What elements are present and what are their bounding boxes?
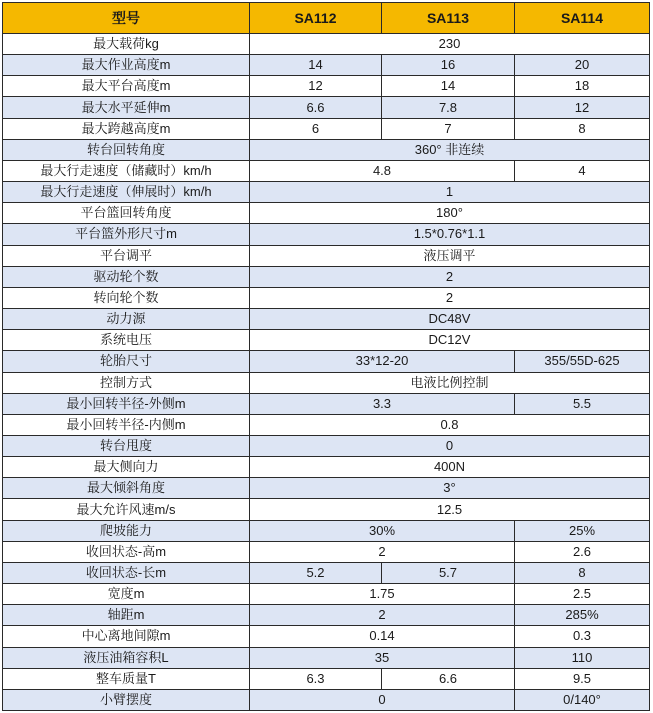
row-label: 转向轮个数 [3,287,250,308]
value-cell: 230 [250,34,650,55]
row-label: 最大跨越高度m [3,118,250,139]
table-row [3,541,650,562]
header-model-sa112: SA112 [250,3,382,34]
row-label: 宽度m [3,584,250,605]
value-cell: 20 [515,55,650,76]
table-row [3,605,650,626]
table-row [3,139,650,160]
table-row [3,562,650,583]
row-label: 驱动轮个数 [3,266,250,287]
table-row [3,76,650,97]
value-cell: 6.6 [250,97,382,118]
value-cell: 2.6 [515,541,650,562]
table-row [3,435,650,456]
table-row [3,689,650,710]
row-label: 动力源 [3,309,250,330]
row-label: 最大侧向力 [3,457,250,478]
table-row [3,478,650,499]
table-row [3,647,650,668]
value-cell: 1.5*0.76*1.1 [250,224,650,245]
row-label: 最大作业高度m [3,55,250,76]
table-row [3,668,650,689]
value-cell: 0/140° [515,689,650,710]
value-cell: 1 [250,182,650,203]
value-cell: 4 [515,160,650,181]
table-row [3,626,650,647]
row-label: 控制方式 [3,372,250,393]
table-row [3,584,650,605]
value-cell: 12 [250,76,382,97]
value-cell: 0.8 [250,414,650,435]
table-row [3,266,650,287]
value-cell: 110 [515,647,650,668]
row-label: 最小回转半径-外侧m [3,393,250,414]
row-label: 中心离地间隙m [3,626,250,647]
value-cell: 3.3 [250,393,515,414]
table-row [3,203,650,224]
row-label: 最大倾斜角度 [3,478,250,499]
row-label: 收回状态-长m [3,562,250,583]
value-cell: 2 [250,266,650,287]
row-label: 转台回转角度 [3,139,250,160]
table-row [3,351,650,372]
value-cell: 6.6 [382,668,515,689]
value-cell: 33*12-20 [250,351,515,372]
table-row [3,182,650,203]
value-cell: 2 [250,605,515,626]
value-cell: 7.8 [382,97,515,118]
value-cell: 285% [515,605,650,626]
row-label: 最大水平延伸m [3,97,250,118]
value-cell: 14 [250,55,382,76]
header-row [3,3,650,34]
row-label: 平台篮外形尺寸m [3,224,250,245]
table-row [3,97,650,118]
value-cell: DC48V [250,309,650,330]
header-label-cell: 型号 [3,3,250,34]
value-cell: 8 [515,562,650,583]
table-row [3,309,650,330]
row-label: 最大行走速度（储藏时）km/h [3,160,250,181]
row-label: 整车质量T [3,668,250,689]
table-row [3,224,650,245]
value-cell: 2 [250,541,515,562]
value-cell: 电液比例控制 [250,372,650,393]
value-cell: 360° 非连续 [250,139,650,160]
value-cell: 12.5 [250,499,650,520]
value-cell: 180° [250,203,650,224]
table-row [3,393,650,414]
value-cell: 400N [250,457,650,478]
value-cell: 2.5 [515,584,650,605]
header-model-sa113: SA113 [382,3,515,34]
table-row [3,414,650,435]
value-cell: 6.3 [250,668,382,689]
value-cell: 6 [250,118,382,139]
value-cell: 12 [515,97,650,118]
value-cell: 25% [515,520,650,541]
table-row [3,245,650,266]
table-row [3,499,650,520]
row-label: 收回状态-高m [3,541,250,562]
value-cell: 液压调平 [250,245,650,266]
spec-table-header [3,3,650,34]
value-cell: 3° [250,478,650,499]
table-row [3,457,650,478]
row-label: 液压油箱容积L [3,647,250,668]
value-cell: 355/55D-625 [515,351,650,372]
value-cell: 8 [515,118,650,139]
value-cell: 14 [382,76,515,97]
row-label: 平台调平 [3,245,250,266]
value-cell: 35 [250,647,515,668]
value-cell: 0 [250,435,650,456]
row-label: 系统电压 [3,330,250,351]
row-label: 轮胎尺寸 [3,351,250,372]
value-cell: 5.7 [382,562,515,583]
value-cell: 16 [382,55,515,76]
value-cell: 9.5 [515,668,650,689]
row-label: 最小回转半径-内侧m [3,414,250,435]
table-row [3,287,650,308]
table-row [3,160,650,181]
spec-table-body [3,34,650,711]
row-label: 转台甩度 [3,435,250,456]
table-row [3,55,650,76]
value-cell: 0 [250,689,515,710]
header-model-sa114: SA114 [515,3,650,34]
table-row [3,34,650,55]
spec-table [2,2,650,711]
row-label: 爬坡能力 [3,520,250,541]
row-label: 最大载荷kg [3,34,250,55]
row-label: 平台篮回转角度 [3,203,250,224]
row-label: 小臂摆度 [3,689,250,710]
value-cell: 4.8 [250,160,515,181]
value-cell: 0.14 [250,626,515,647]
row-label: 轴距m [3,605,250,626]
value-cell: 7 [382,118,515,139]
table-row [3,520,650,541]
value-cell: 30% [250,520,515,541]
table-row [3,118,650,139]
value-cell: DC12V [250,330,650,351]
row-label: 最大行走速度（伸展时）km/h [3,182,250,203]
value-cell: 5.5 [515,393,650,414]
row-label: 最大平台高度m [3,76,250,97]
value-cell: 2 [250,287,650,308]
value-cell: 1.75 [250,584,515,605]
value-cell: 5.2 [250,562,382,583]
table-row [3,330,650,351]
value-cell: 0.3 [515,626,650,647]
value-cell: 18 [515,76,650,97]
row-label: 最大允许风速m/s [3,499,250,520]
table-row [3,372,650,393]
